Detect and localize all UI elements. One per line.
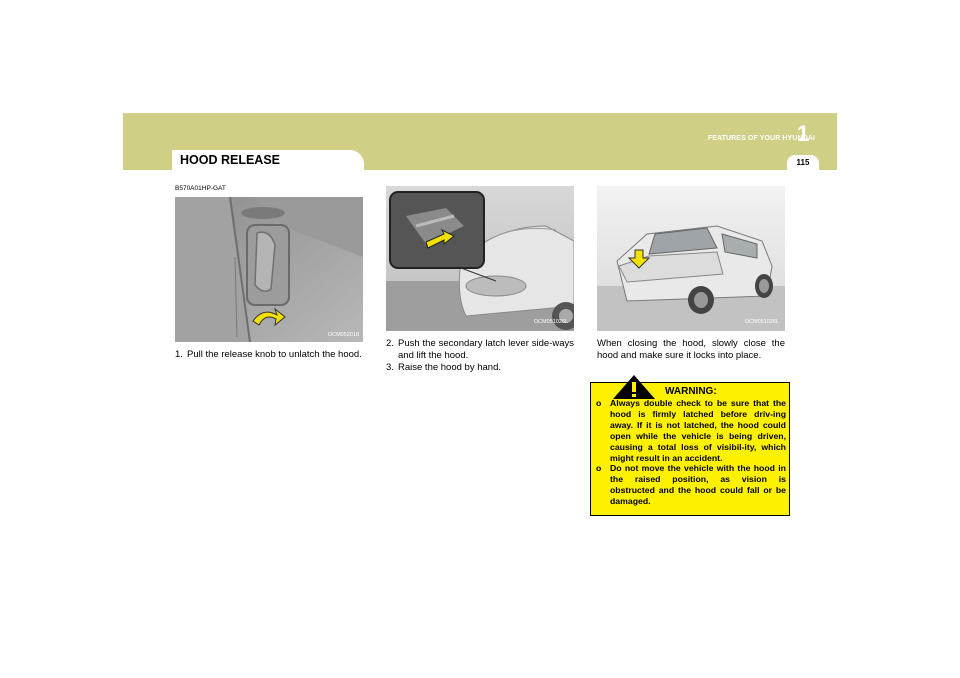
step-text: Raise the hood by hand. (398, 361, 501, 373)
step-list-col2 (386, 338, 574, 373)
warning-text: Always double check to be sure that the hood is firmly latched before driv-ing away. If it is not latched, the hood could open while the vehicle is being driven, causing a total loss of visibil-ity, which might result in an accident. (610, 398, 786, 463)
step-text: Push the secondary latch lever side-ways and lift the hood. (398, 338, 574, 361)
closing-note: When closing the hood, slowly close the hood and make sure it locks into place. (597, 338, 785, 361)
figure-code: OCM051026L (744, 319, 779, 325)
figure-closing-hood (597, 186, 785, 331)
section-title: HOOD RELEASE (180, 153, 281, 167)
page-number: 115 (796, 158, 810, 167)
section-code: B570A01HP-GAT (175, 185, 226, 192)
chapter-number: 1 (797, 121, 810, 146)
figure-release-knob (175, 197, 363, 342)
figure-code: OCM051026L (533, 319, 568, 325)
step-text: Pull the release knob to unlatch the hood. (187, 349, 362, 360)
warning-title: WARNING: (665, 386, 717, 397)
step-item (175, 349, 363, 361)
step-number: 3. (386, 361, 394, 373)
warning-triangle-icon (612, 374, 656, 400)
step-number: 2. (386, 338, 394, 349)
warning-item (596, 398, 786, 463)
warning-bullet: o (596, 398, 602, 408)
warning-item (596, 463, 786, 507)
step-item (386, 338, 574, 362)
chapter-label: FEATURES OF YOUR HYUNDAI (707, 135, 815, 142)
warning-bullet: o (596, 463, 602, 474)
step-list-col1 (175, 349, 363, 361)
figure-code: OCM052018 (327, 332, 359, 338)
step-item (386, 362, 574, 374)
figure-secondary-latch (386, 186, 574, 331)
warning-text: Do not move the vehicle with the hood in the raised position, as vision is obstructed and the hood could fall or be damaged. (610, 463, 786, 507)
warning-list (596, 398, 786, 507)
step-number: 1. (175, 349, 183, 360)
